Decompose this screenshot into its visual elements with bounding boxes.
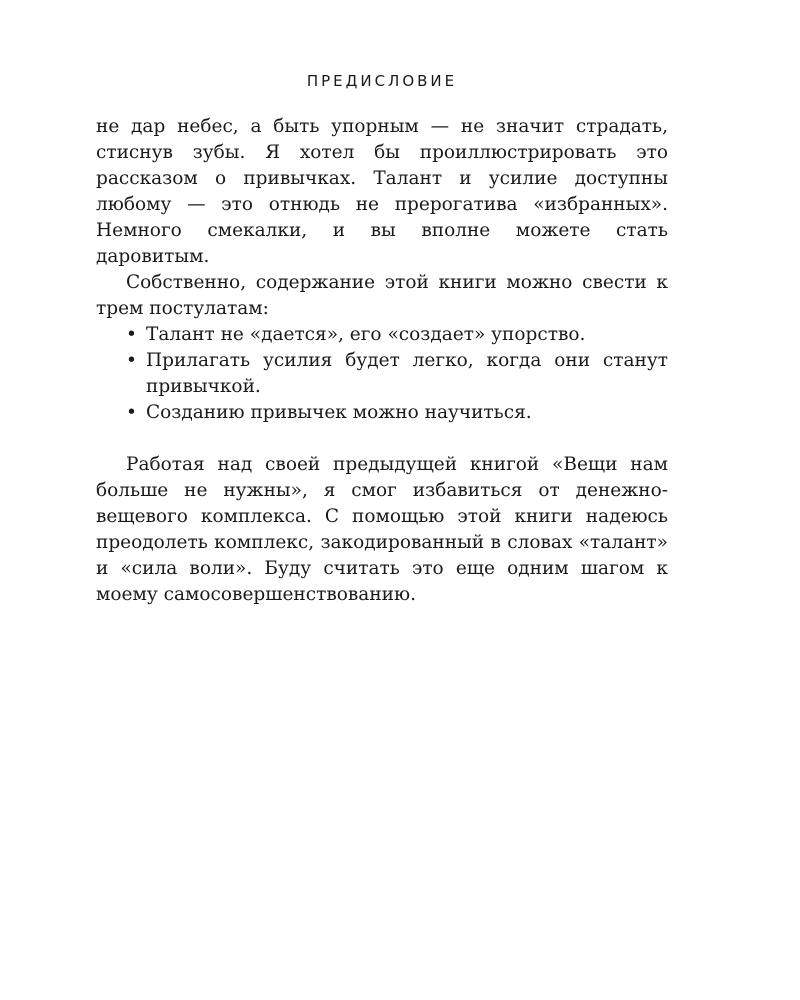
list-item [126,400,668,426]
section-gap [96,426,668,452]
paragraph-continuation: не дар небес, а быть упорным — не значит страдать, стиснув зубы. Я хотел бы проиллюстрировать это рассказом о привычках. Талант и усилие доступны любому — это отнюдь не прерогатива «избранных». Немного смекалки, и вы вполне можете стать даровитым. [96,116,668,267]
list-item-text: Талант не «дается», его «создает» упорство. [146,324,586,345]
postulates-list [96,322,668,426]
paragraph-summary-intro: Собственно, содержание этой книги можно свести к трем постулатам: [96,272,668,319]
bullet-icon: • [126,350,137,371]
body-text [96,114,668,608]
list-item [126,348,668,400]
running-head: ПРЕДИСЛОВИЕ [306,72,458,90]
book-page [96,0,668,608]
list-item-text: Прилагать усилия будет легко, когда они станут привычкой. [146,350,668,397]
paragraph-previous-book: Работая над своей предыдущей книгой «Вещи нам больше не нужны», я смог избавиться от денежно-вещевого комплекса. С помощью этой книги надеюсь преодолеть комплекс, закодированный в словах «талант» и «сила воли». Буду считать это еще одним шагом к моему самосовершенствованию. [96,454,668,605]
list-item-text: Созданию привычек можно научиться. [146,402,532,423]
bullet-icon: • [126,402,137,423]
bullet-icon: • [126,324,137,345]
list-item [126,322,668,348]
